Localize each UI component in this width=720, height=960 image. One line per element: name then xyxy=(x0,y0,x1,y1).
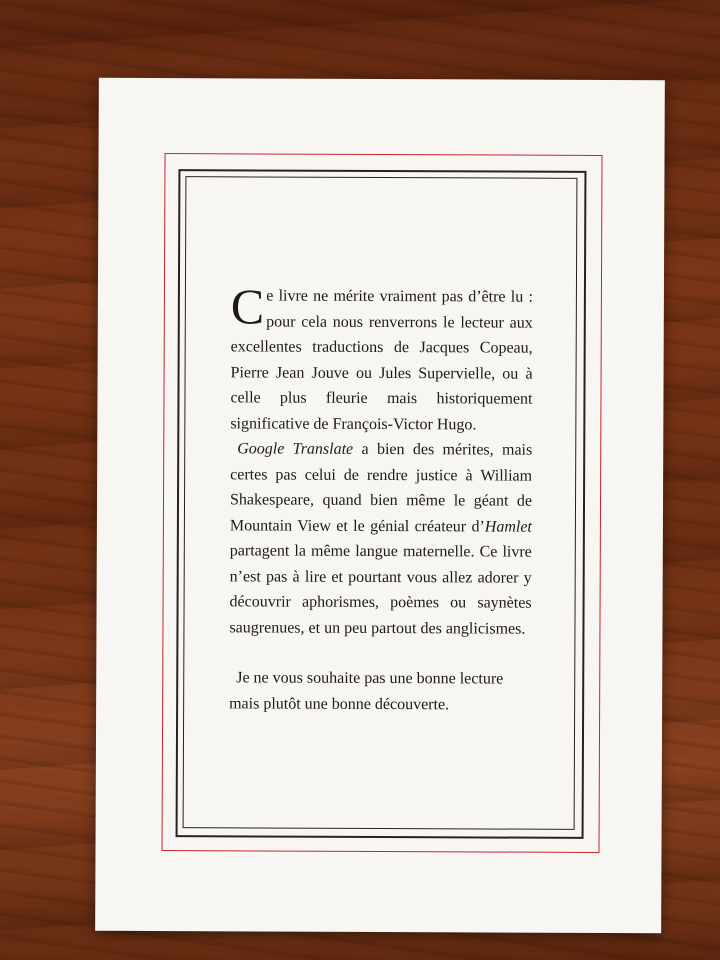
paragraph-3: Je ne vous souhaite pas une bonne lecture mais plutôt une bonne découverte. xyxy=(229,669,504,713)
paragraph-1-text: e livre ne mérite vraiment pas d’être lu : pour cela nous renverrons le lecteur aux excellentes traductions de Jacques Copeau, Pierre Jean Jouve ou Jules Supervielle, ou à celle plus fleurie mais historiquement significative de François-Victor Hugo. xyxy=(230,287,533,433)
paragraph-2 xyxy=(229,436,532,641)
book-page xyxy=(95,78,665,933)
page-text xyxy=(229,278,533,717)
paragraph-2-text-a: a bien des mérites, mais certes pas celui de rendre justice à William Shakespeare, quand bien même le géant de Mountain View et le génial créateur d’ xyxy=(229,440,533,535)
paragraph-1 xyxy=(230,278,533,437)
paragraph-2-text-b: partagent la même langue maternelle. Ce livre n’est pas à lire et pourtant vous allez adorer y découvrir aphorismes, poèmes ou saynètes saugrenues, et un peu partout des anglicismes. xyxy=(229,542,532,638)
hamlet-title: Hamlet xyxy=(484,517,532,536)
drop-cap: C xyxy=(230,278,265,335)
google-translate-title: Google Translate xyxy=(237,440,354,458)
